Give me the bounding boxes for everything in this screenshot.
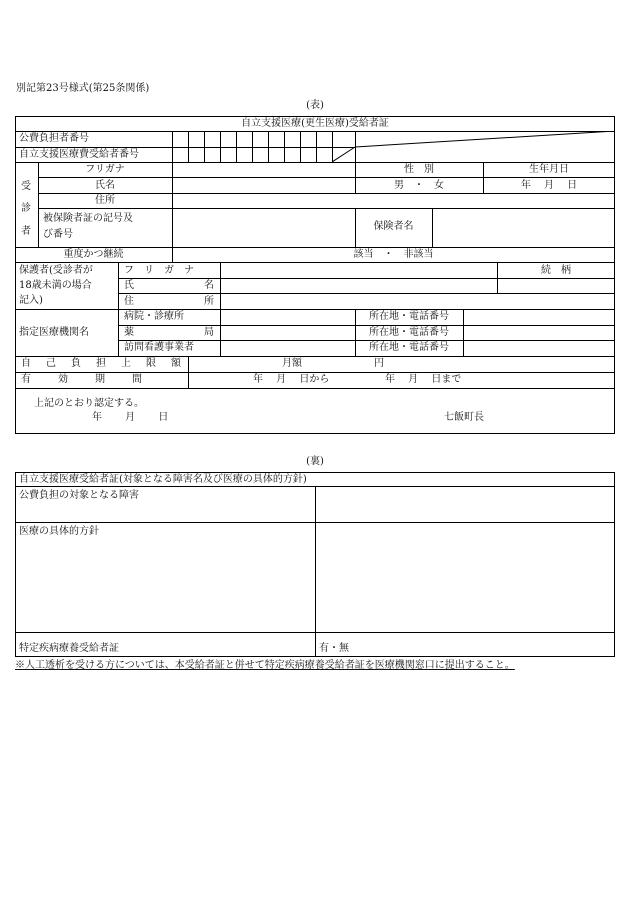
birth-label: 生年月日 xyxy=(529,164,569,175)
birth-placeholder: 年 月 日 xyxy=(520,180,578,191)
valid-to: 年 月 日まで xyxy=(385,374,462,385)
furigana-label: フリガナ xyxy=(85,164,125,175)
yen-label: 円 xyxy=(374,358,384,369)
guardian-label-1: 保護者(受診者が xyxy=(19,265,93,276)
guardian-label-2: 18歳未満の場合 xyxy=(19,280,92,291)
guardian-furigana-label: フ リ ガ ナ xyxy=(124,265,194,276)
location-phone-label-1: 所在地・電話番号 xyxy=(369,311,449,322)
certification-date: 年 月 日 xyxy=(92,412,169,423)
monthly-label: 月額 xyxy=(282,358,302,369)
guardian-name-label-2: 名 xyxy=(204,280,214,291)
insurance-symbol-label-1: 被保険者証の記号及 xyxy=(43,213,133,224)
guardian-name-label-1: 氏 xyxy=(124,280,134,291)
designated-institution-label: 指定医療機関名 xyxy=(19,327,89,338)
relationship-label: 続 柄 xyxy=(541,265,571,276)
dialysis-note: ※人工透析を受ける方については、本受給者証と併せて特定疾病療養受給者証を医療機関窓口に提出すること。 xyxy=(15,660,515,671)
address-label: 住所 xyxy=(95,195,115,206)
recipient-label-2: 診 xyxy=(21,203,31,214)
specific-disease-label: 特定疾病療養受給者証 xyxy=(19,643,119,654)
gender-options: 男 ・ 女 xyxy=(394,180,444,191)
guardian-address-label-2: 所 xyxy=(204,296,214,307)
serious-continuous-label: 重度かつ継続 xyxy=(63,249,124,260)
certification-text: 上記のとおり認定する。 xyxy=(34,398,144,409)
applicable-options: 該当 ・ 非該当 xyxy=(353,249,434,260)
front-label: (表) xyxy=(306,100,324,111)
insurer-name-label: 保険者名 xyxy=(373,221,414,232)
insurance-symbol-label-2: び番号 xyxy=(43,229,73,240)
valid-from: 年 月 日から xyxy=(253,374,330,385)
guardian-address-label-1: 住 xyxy=(124,296,134,307)
recipient-label-3: 者 xyxy=(21,226,31,237)
public-burden-number-label: 公費負担者番号 xyxy=(19,133,89,144)
nursing-label: 訪問看護事業者 xyxy=(124,342,194,353)
back-title: 自立支援医療受給者証(対象となる障害名及び医療の具体的方針) xyxy=(19,474,307,485)
recipient-number-label: 自立支援医療費受給者番号 xyxy=(19,149,139,160)
recipient-label-1: 受 xyxy=(21,181,31,192)
hospital-label: 病院・診療所 xyxy=(124,311,184,322)
disability-label: 公費負担の対象となる障害 xyxy=(19,490,139,501)
guardian-label-3: 記入) xyxy=(19,295,43,306)
copay-limit-label: 自己負担上限額 xyxy=(21,358,196,369)
form-number: 別記第23号様式(第25条関係) xyxy=(16,83,150,94)
gender-label: 性 別 xyxy=(404,164,434,175)
mayor-label: 七飯町長 xyxy=(444,412,484,423)
medical-policy-label: 医療の具体的方針 xyxy=(19,526,99,537)
front-title: 自立支援医療(更生医療)受給者証 xyxy=(241,118,389,129)
back-label: (裏) xyxy=(306,456,324,467)
location-phone-label-2: 所在地・電話番号 xyxy=(369,327,449,338)
yes-no-options: 有・無 xyxy=(319,643,349,654)
diagonal-line xyxy=(332,131,615,162)
name-label: 氏名 xyxy=(95,180,115,191)
validity-period-label: 有効期間 xyxy=(21,374,169,385)
location-phone-label-3: 所在地・電話番号 xyxy=(369,342,449,353)
pharmacy-label-2: 局 xyxy=(204,327,214,338)
pharmacy-label-1: 薬 xyxy=(124,327,134,338)
